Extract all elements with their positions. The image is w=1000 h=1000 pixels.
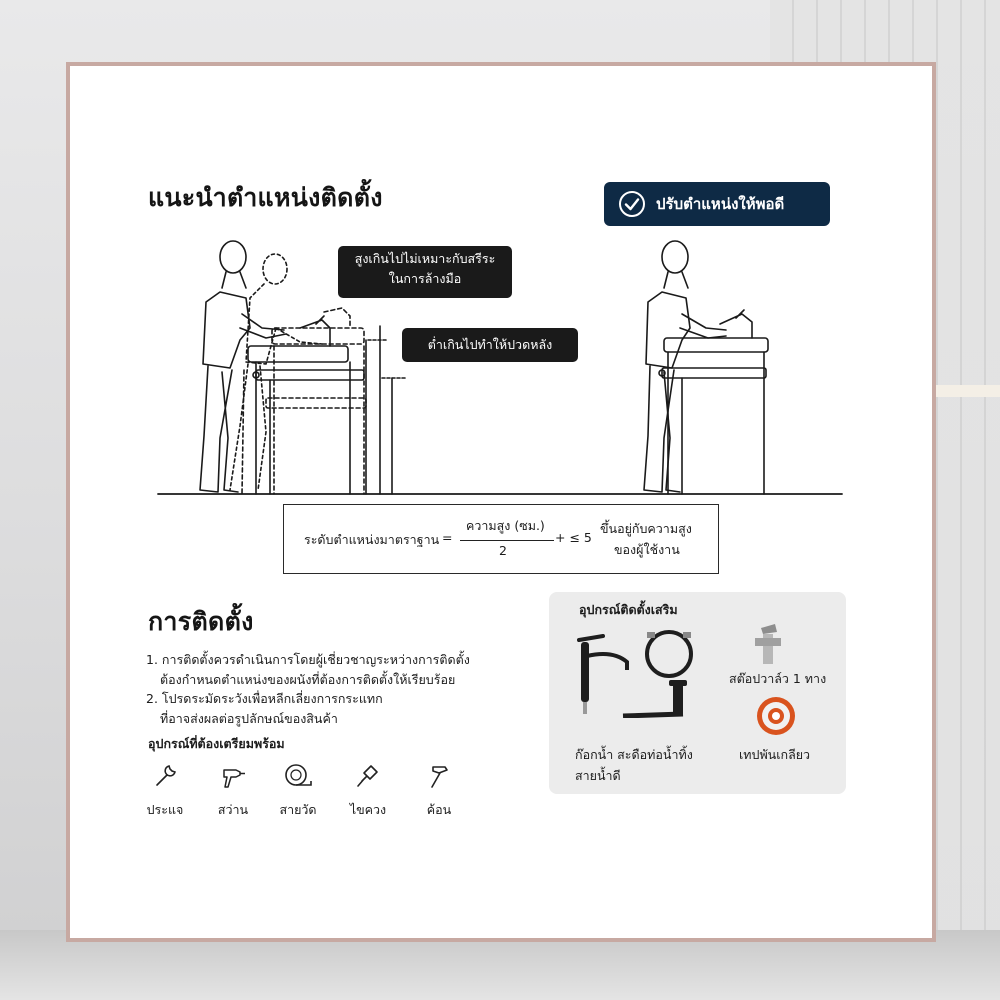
tool-item-wrench: [135, 762, 195, 820]
faucet-set-label-line2: สายน้ำดี: [575, 768, 621, 783]
faucet-drain-hose-image: [573, 626, 701, 718]
formula-note-line1: ขึ้นอยู่กับความสูง: [600, 521, 692, 536]
too-high-line2: ในการล้างมือ: [388, 271, 462, 286]
thread-tape-label: เทปพันเกลียว: [739, 747, 811, 762]
formula-note-line2: ของผู้ใช้งาน: [614, 542, 680, 557]
stop-valve-label: สต๊อปวาล์ว 1 ทาง: [729, 671, 827, 686]
tool-label: ค้อน: [426, 802, 452, 817]
too-low-callout: [402, 328, 578, 362]
accessories-heading: อุปกรณ์ติดตั้งเสริม: [579, 602, 678, 617]
too-high-callout: [338, 246, 512, 298]
tool-label: ไขควง: [349, 802, 387, 817]
step-line: 1. การติดตั้งควรดำเนินการโดยผู้เชี่ยวชาญระหว่างการติดตั้ง: [146, 652, 470, 667]
step-line: 2. โปรดระมัดระวังเพื่อหลีกเลี่ยงการกระแทก: [146, 691, 383, 706]
formula-denominator: 2: [499, 543, 507, 558]
tool-label: ประแจ: [146, 802, 184, 817]
tool-item-tape-measure: [268, 762, 328, 820]
formula-equals: =: [442, 530, 453, 545]
installation-steps: [146, 650, 506, 728]
tool-item-screwdriver: [338, 762, 398, 820]
too-high-line1: สูงเกินไปไม่เหมาะกับสรีระ: [354, 251, 496, 266]
screwdriver-icon: [354, 762, 382, 790]
person-right: [644, 241, 726, 492]
tool-label: สว่าน: [217, 802, 249, 817]
tape-measure-icon: [283, 762, 313, 790]
sink-right: [659, 310, 768, 494]
tool-label: สายวัด: [279, 802, 317, 817]
height-markers: [366, 326, 406, 494]
accessories-panel: [549, 592, 846, 794]
faucet-set-label-line1: ก๊อกน้ำ สะดือท่อน้ำทิ้ง: [575, 747, 693, 762]
fraction-bar: [460, 540, 554, 541]
wrench-icon: [151, 762, 179, 790]
placement-title: แนะนำตำแหน่งติดตั้ง: [148, 183, 383, 212]
formula-numerator: ความสูง (ซม.): [466, 518, 545, 533]
thread-tape-image: [755, 695, 797, 737]
stop-valve-image: [751, 622, 785, 668]
background-light-strip: [930, 385, 1000, 397]
formula-label: ระดับตำแหน่งมาตราฐาน: [304, 532, 440, 547]
tool-item-hammer: [409, 762, 469, 820]
step-line: ต้องกำหนดตำแหน่งของผนังที่ต้องการติดตั้งให้เรียบร้อย: [160, 671, 456, 687]
standard-height-formula: [283, 504, 719, 574]
too-low-text: ต่ำเกินไปทำให้ปวดหลัง: [427, 337, 553, 352]
tools-heading: อุปกรณ์ที่ต้องเตรียมพร้อม: [148, 736, 285, 751]
hammer-icon: [425, 762, 453, 790]
installation-title: การติดตั้ง: [148, 607, 254, 636]
instruction-card: [66, 62, 936, 942]
drill-icon: [219, 762, 247, 790]
step-line: ที่อาจส่งผลต่อรูปลักษณ์ของสินค้า: [160, 710, 338, 726]
formula-plus-term: + ≤ 5: [555, 530, 592, 545]
tool-item-drill: [203, 762, 263, 820]
adjust-position-label: ปรับตำแหน่งให้พอดี: [656, 195, 785, 213]
